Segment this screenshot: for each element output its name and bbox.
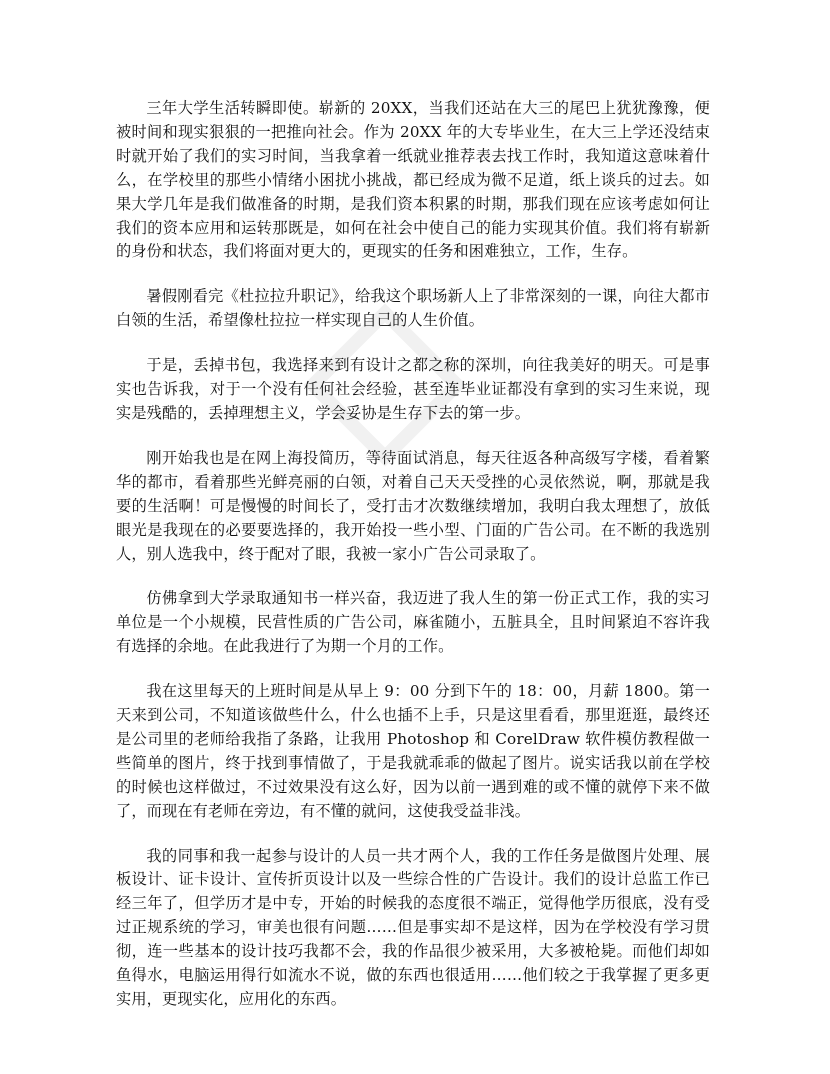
document-body [116,97,710,1033]
paragraph: 于是，丢掉书包，我选择来到有设计之都之称的深圳，向往我美好的明天。可是事实也告诉我，对于一个没有任何社会经验，甚至连毕业证都没有拿到的实习生来说，现实是残酷的，丢掉理想主义，学会妥协是生存下去的第一步。 [116,356,710,422]
paragraph: 三年大学生活转瞬即使。崭新的 20XX，当我们还站在大三的尾巴上犹犹豫豫，便被时间和现实狠狠的一把推向社会。作为 20XX 年的大专毕业生，在大三上学还没结束时就开始了我们的实习时间，当我拿着一纸就业推荐表去找工作时，我知道这意味着什么，在学校里的那些小情绪小困扰小挑战，都已经成为微不足道，纸上谈兵的过去。如果大学几年是我们做准备的时期，是我们资本积累的时期，那我们现在应该考虑如何让我们的资本应用和运转那既是，如何在社会中使自己的能力实现其价值。我们将有崭新的身份和状态，我们将面对更大的，更现实的任务和困难独立，工作，生存。 [116,99,710,261]
paragraph: 仿佛拿到大学录取通知书一样兴奋，我迈进了我人生的第一份正式工作，我的实习单位是一个小规模，民营性质的广告公司，麻雀随小，五脏具全，且时间紧迫不容许我有选择的余地。在此我进行了为期一个月的工作。 [116,589,710,656]
paragraph: 暑假刚看完《杜拉拉升职记》，给我这个职场新人上了非常深刻的一课，向往大都市白领的生活，希望像杜拉拉一样实现自己的人生价值。 [116,287,710,330]
paragraph: 我的同事和我一起参与设计的人员一共才两个人，我的工作任务是做图片处理、展板设计、证卡设计、宣传折页设计以及一些综合性的广告设计。我们的设计总监工作已经三年了，但学历才是中专，开始的时候我的态度很不端正，觉得他学历很底，没有受过正规系统的学习，审美也很有问题……但是事实却不是这样，因为在学校没有学习贯彻，连一些基本的设计技巧我都不会，我的作品很少被采用，大多被枪毙。而他们却如鱼得水，电脑运用得行如流水不说，做的东西也很适用……他们较之于我掌握了更多更实用，更现实化，应用化的东西。 [116,846,710,1008]
paragraph: 我在这里每天的上班时间是从早上 9：00 分到下午的 18：00，月薪 1800。第一天来到公司，不知道该做些什么，什么也插不上手，只是这里看看，那里逛逛，最终还是公司里的老师给我指了条路，让我用 Photoshop 和 CorelDraw 软件模仿教程做一些简单的图片，终于找到事情做了，于是我就乖乖的做起了图片。说实话我以前在学校的时候也这样做过，不过效果没有这么好，因为以前一遇到难的或不懂的就停下来不做了，而现在有老师在旁边，有不懂的就问，这使我受益非浅。 [116,682,710,820]
paragraph: 刚开始我也是在网上海投简历，等待面试消息，每天往返各种高级写字楼，看着繁华的都市，看着那些光鲜亮丽的白领，对着自己天天受挫的心灵依然说，啊，那就是我要的生活啊！可是慢慢的时间长了，受打击才次数继续增加，我明白我太理想了，放低眼光是我现在的必要要选择的，我开始投一些小型、门面的广告公司。在不断的我选别人，别人选我中，终于配对了眼，我被一家小广告公司录取了。 [116,448,710,563]
